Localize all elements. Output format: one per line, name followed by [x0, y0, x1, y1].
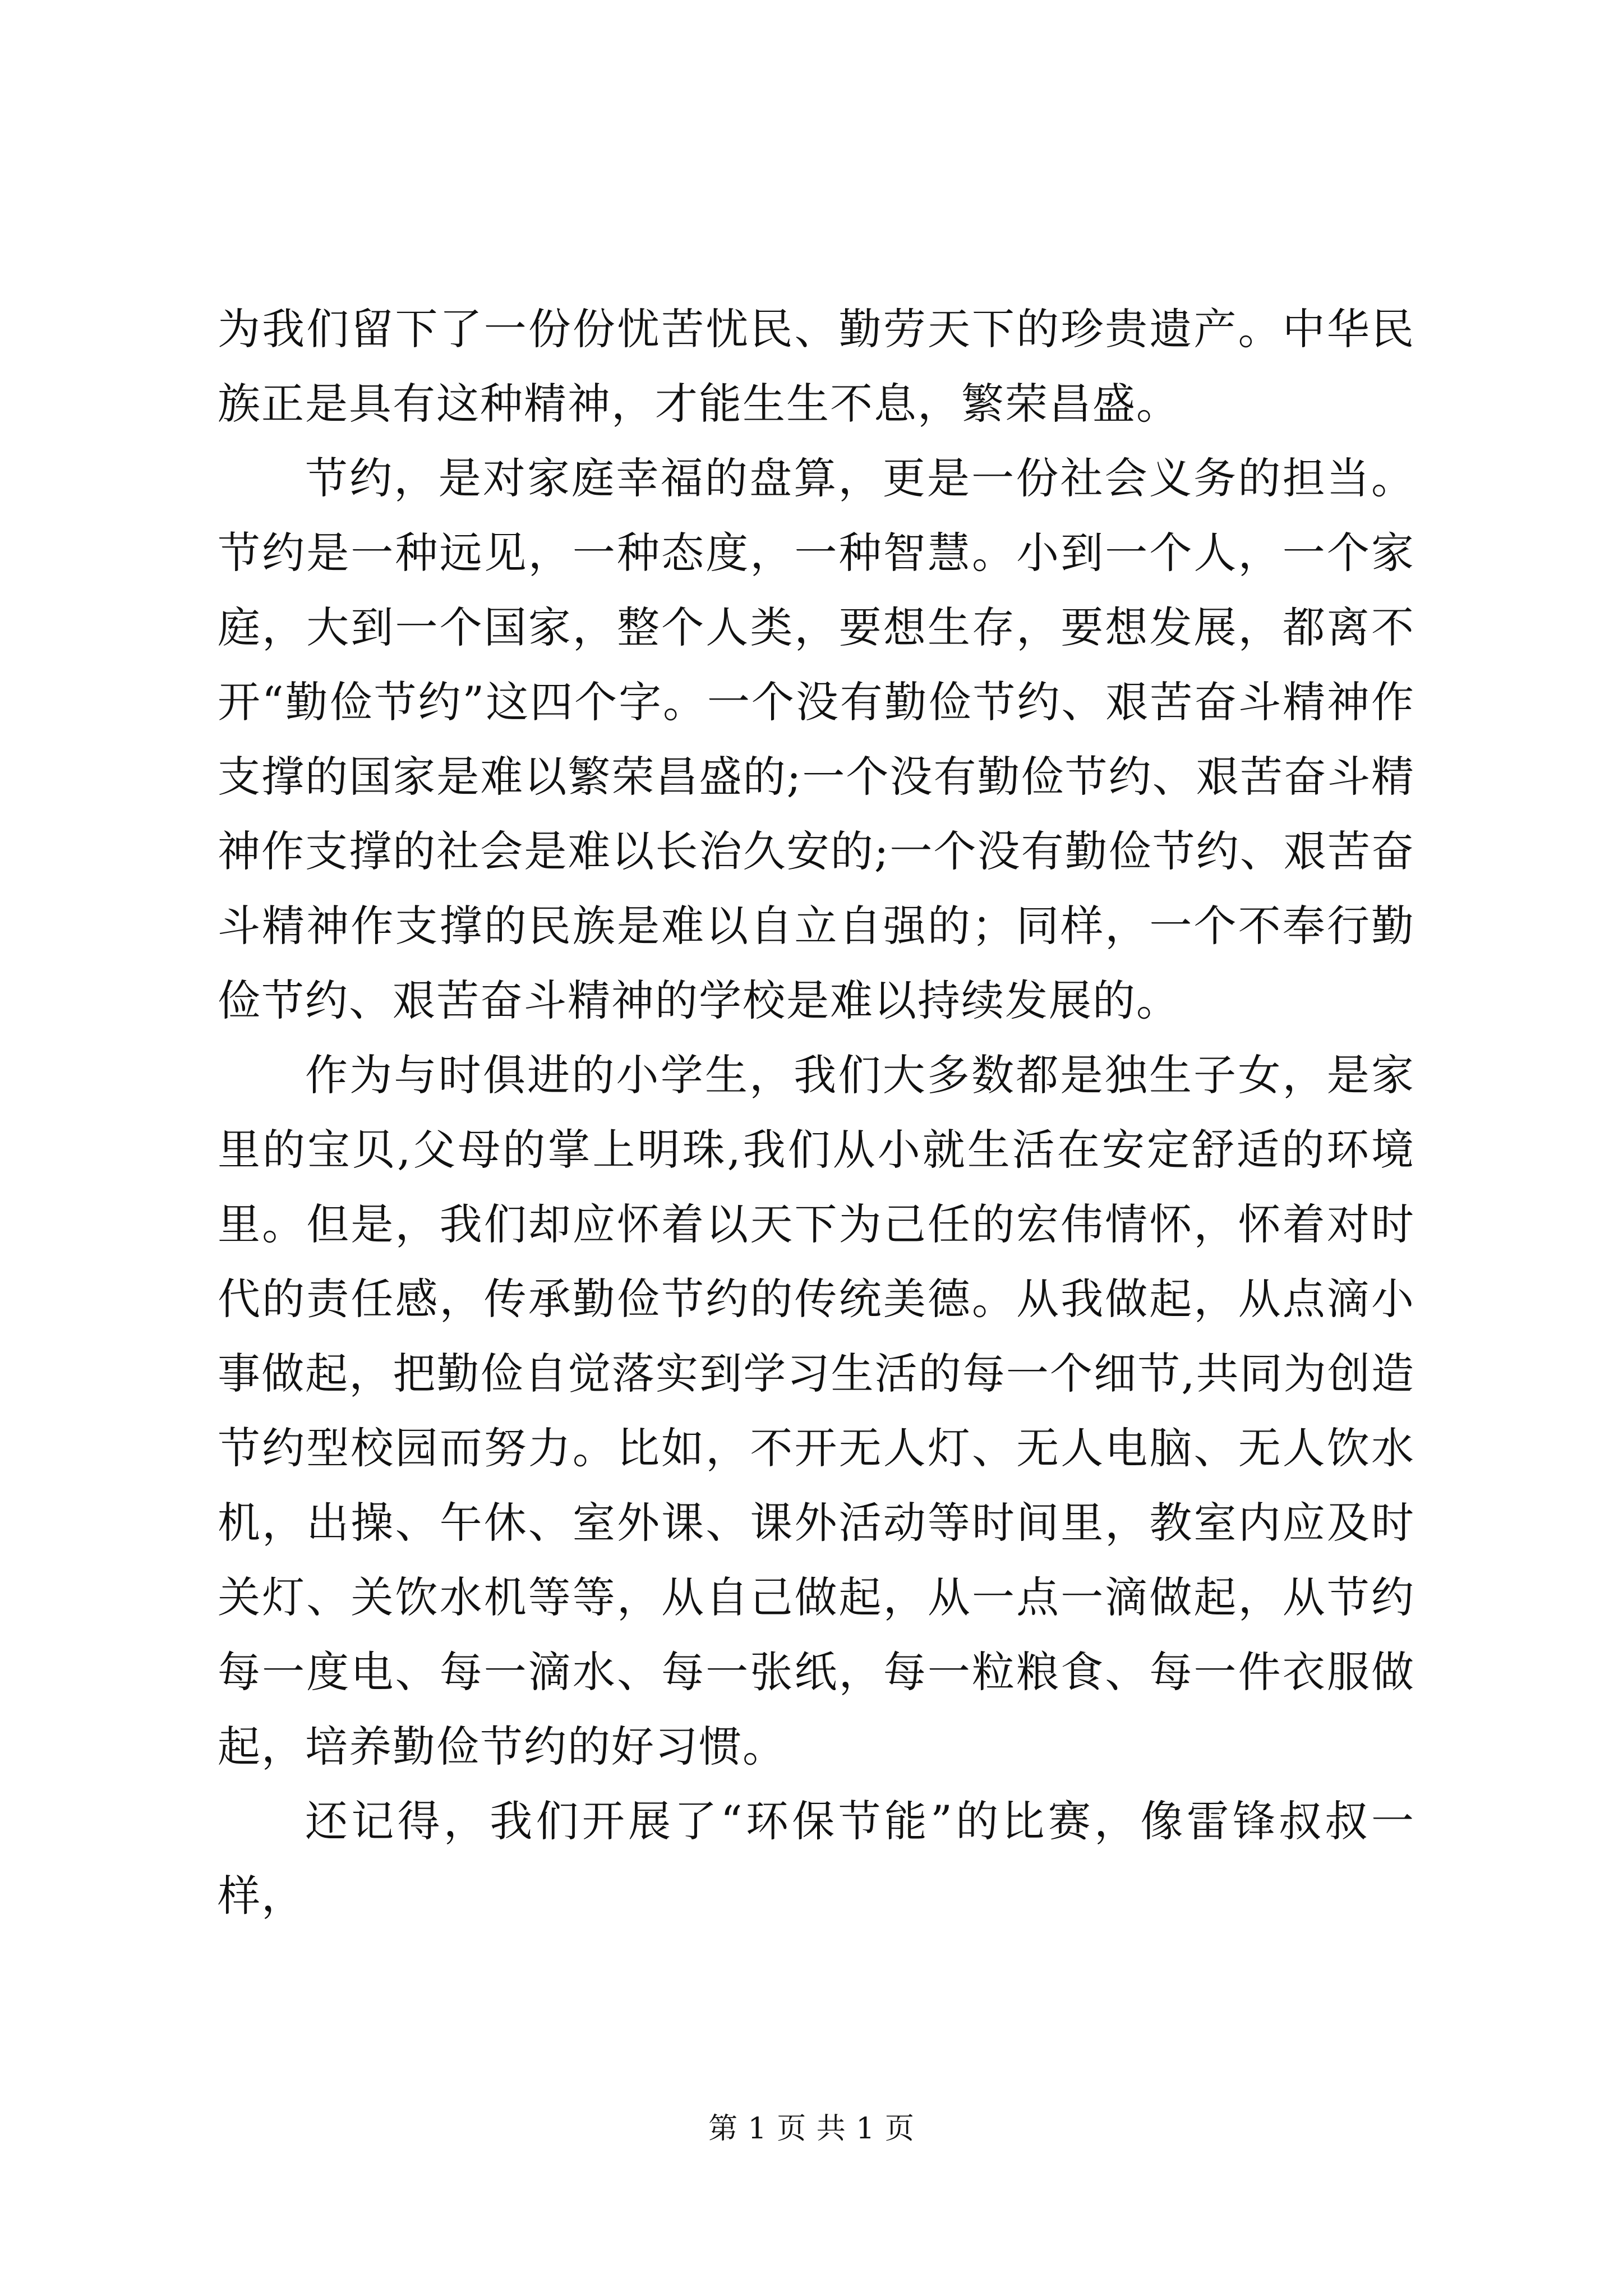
page-footer: 第 1 页 共 1 页 [708, 2112, 915, 2146]
document-body [218, 292, 1415, 1933]
paragraph-2: 节约，是对家庭幸福的盘算，更是一份社会义务的担当。节约是一种远见，一种态度，一种智慧。小到一个人，一个家庭，大到一个国家，整个人类，要想生存，要想发展，都离不开“勤俭节约”这四个字。一个没有勤俭节约、艰苦奋斗精神作支撑的国家是难以繁荣昌盛的;一个没有勤俭节约、艰苦奋斗精神作支撑的社会是难以长治久安的;一个没有勤俭节约、艰苦奋斗精神作支撑的民族是难以自立自强的；同样，一个不奉行勤俭节约、艰苦奋斗精神的学校是难以持续发展的。 [218, 453, 1415, 1025]
paragraph-1: 为我们留下了一份份忧苦忧民、勤劳天下的珍贵遗产。中华民族正是具有这种精神，才能生生不息，繁荣昌盛。 [218, 304, 1415, 429]
paragraph-4: 还记得，我们开展了“环保节能”的比赛，像雷锋叔叔一样， [218, 1796, 1415, 1921]
paragraph-3: 作为与时俱进的小学生，我们大多数都是独生子女，是家里的宝贝,父母的掌上明珠,我们从小就生活在安定舒适的环境里。但是，我们却应怀着以天下为己任的宏伟情怀，怀着对时代的责任感，传承勤俭节约的传统美德。从我做起，从点滴小事做起，把勤俭自觉落实到学习生活的每一个细节,共同为创造节约型校园而努力。比如，不开无人灯、无人电脑、无人饮水机，出操、午休、室外课、课外活动等时间里，教室内应及时关灯、关饮水机等等，从自己做起，从一点一滴做起，从节约每一度电、每一滴水、每一张纸，每一粒粮食、每一件衣服做起，培养勤俭节约的好习惯。 [218, 1050, 1415, 1772]
